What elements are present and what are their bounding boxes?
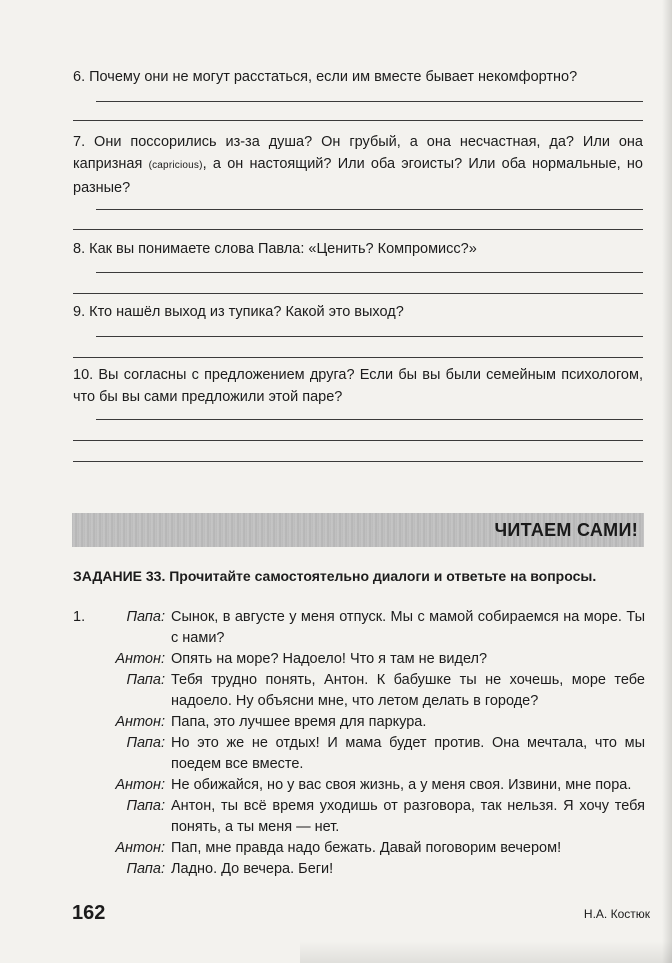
question-8-text: 8. Как вы понимаете слова Павла: «Ценить? Компромисс?» <box>73 241 477 257</box>
task-label: ЗАДАНИЕ 33. <box>73 568 166 584</box>
answer-line <box>96 101 643 102</box>
speech: Опять на море? Надоело! Что я там не видел? <box>171 651 488 667</box>
page-number: 162 <box>72 902 106 924</box>
dialog-line <box>73 607 645 649</box>
question-9 <box>73 301 643 323</box>
question-9-text: 9. Кто нашёл выход из тупика? Какой это выход? <box>73 304 404 320</box>
question-7-text-end: , а он настоящий? Или оба эгоисты? Или оба нормальные, но разные? <box>73 156 644 196</box>
answer-line <box>96 419 643 420</box>
speech: Но это же не отдых! И мама будет против. Она мечтала, что мы поедем все вместе. <box>171 735 645 772</box>
author-credit: Н.А. Костюк <box>583 907 650 921</box>
answer-line <box>73 357 643 358</box>
speech: Сынок, в августе у меня отпуск. Мы с мамой собираемся на море. Ты с нами? <box>171 609 645 646</box>
dialog-line <box>73 670 645 712</box>
dialog-line <box>73 838 645 859</box>
answer-line <box>73 293 643 294</box>
question-10-text: 10. Вы согласны с предложением друга? Если бы вы были семейным психологом, что бы вы сами предложили этой паре? <box>73 367 643 405</box>
task-instruction: Прочитайте самостоятельно диалоги и ответьте на вопросы. <box>165 568 597 584</box>
speaker: Антон: <box>115 714 165 730</box>
speaker: Папа: <box>126 672 165 688</box>
answer-line <box>73 461 643 462</box>
question-7 <box>73 131 643 199</box>
answer-line <box>96 272 643 273</box>
question-10 <box>73 364 643 408</box>
speaker: Антон: <box>115 840 165 856</box>
speaker: Папа: <box>126 861 165 877</box>
speaker: Папа: <box>126 735 165 751</box>
dialog-line <box>73 733 645 775</box>
answer-line <box>96 336 643 337</box>
answer-line <box>96 209 643 210</box>
answer-line <box>73 229 643 230</box>
question-7-gloss: (capricious) <box>148 160 203 171</box>
section-banner-title: ЧИТАЕМ САМИ! <box>494 520 638 540</box>
answer-line <box>73 440 643 441</box>
question-7-text: 7. Они поссорились из-за душа? Он грубый, а она несчастная, да? Или она капризная <box>73 134 643 172</box>
dialog-line <box>73 796 645 838</box>
speech: Пап, мне правда надо бежать. Давай поговорим вечером! <box>171 840 562 856</box>
dialog-line <box>73 712 645 733</box>
speaker: Антон: <box>115 777 165 793</box>
dialog-line <box>73 775 645 796</box>
dialog-line <box>73 649 645 670</box>
question-6 <box>73 66 643 88</box>
speech: Антон, ты всё время уходишь от разговора, так нельзя. Я хочу тебя понять, а ты меня — нет. <box>171 798 645 835</box>
section-banner <box>72 513 644 547</box>
speaker: Папа: <box>126 798 165 814</box>
speech: Тебя трудно понять, Антон. К бабушке ты не хочешь, море тебе надоело. Ну объясни мне, что летом делать в городе? <box>171 672 645 709</box>
answer-line <box>73 120 643 121</box>
bottom-shadow <box>300 941 672 963</box>
speaker: Папа: <box>126 609 165 625</box>
speech: Не обижайся, но у вас своя жизнь, а у меня своя. Извини, мне пора. <box>171 777 632 793</box>
speech: Ладно. До вечера. Беги! <box>171 861 334 877</box>
dialog-number: 1. <box>73 609 86 625</box>
task-heading <box>73 568 596 584</box>
dialog-line <box>73 859 645 880</box>
question-6-text: 6. Почему они не могут расстаться, если им вместе бывает некомфортно? <box>73 69 578 85</box>
page-edge-shadow <box>662 0 672 963</box>
speech: Папа, это лучшее время для паркура. <box>171 714 427 730</box>
question-8 <box>73 238 643 260</box>
dialog-1 <box>73 607 645 880</box>
speaker: Антон: <box>115 651 165 667</box>
